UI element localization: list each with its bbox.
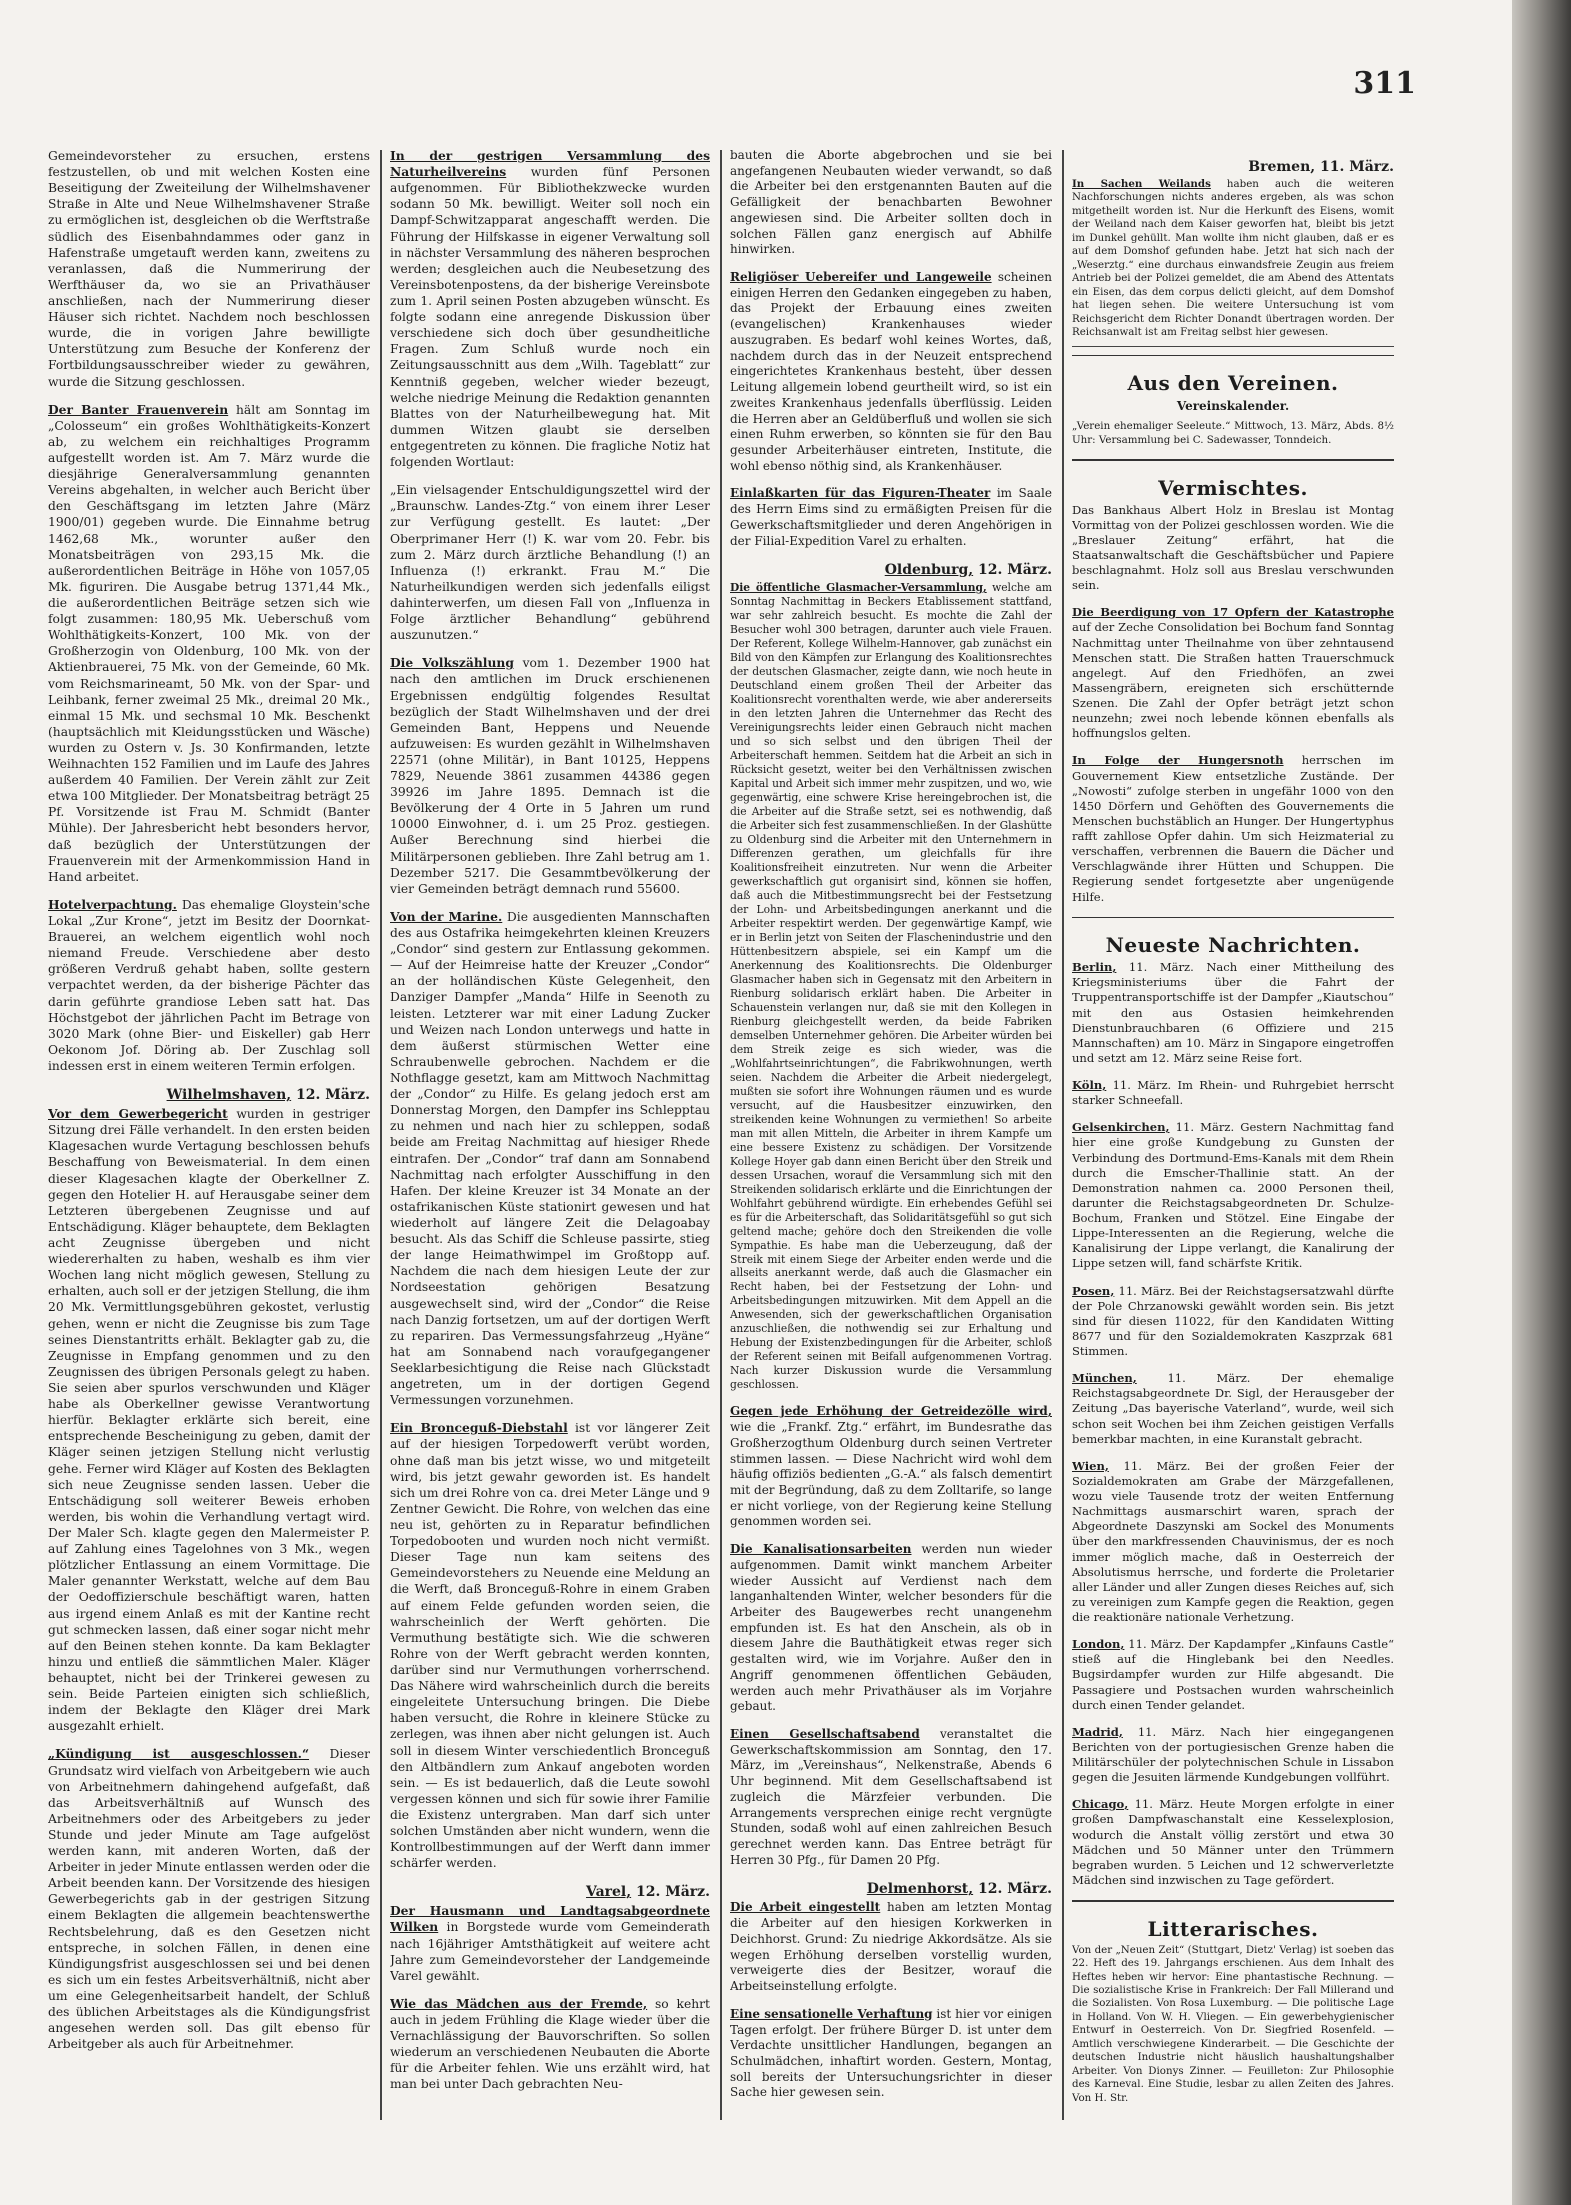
keyword-lead: Köln, [1072, 1078, 1107, 1093]
keyword-lead: Einlaßkarten für das Figuren-Theater [730, 486, 991, 501]
body-text: „Verein ehemaliger Seeleute.“ Mittwoch, 13. März, Abds. 8½ Uhr: Versammlung bei C. Sadewasser, Tonndeich. [1072, 420, 1394, 446]
keyword-lead: Eine sensationelle Verhaftung [730, 2006, 933, 2021]
paragraph-text [730, 270, 1052, 474]
body-text: wurden fünf Personen aufgenommen. Für Bibliothekzwecke wurden sodann 50 Mk. bewilligt. Weiter soll noch ein Dampf-Schwitzapparat angeschafft werden. Die Führung der Hilfskasse in eigener Verwaltung soll in nächster Versammlung des näheren besprochen werden; desgleichen auch die Neubesetzung des Vereinsbotenpostens, da der bisherige Vereinsbote zum 1. April seinen Posten abzugeben wünscht. Es folgte sodann eine anregende Diskussion über verschiedene sich doch über gesundheitliche Fragen. Zum Schluß wurde noch ein Zeitungsausschnitt aus dem „Wilh. Tageblatt“ zur Kenntniß gegeben, welcher wieder bezeugt, welche niedrige Meinung die Redaktion genannten Blattes von der Naturheilbewegung hat. Mit dummen Witzen glaubt sie derselben entgegentreten zu können. Die fragliche Notiz hat folgenden Wortlaut: [390, 165, 710, 470]
column-2 [390, 148, 710, 2123]
body-text: vom 1. Dezember 1900 hat nach den amtlichen im Druck erschienenen Ergebnissen endgültig folgendes Resultat bezüglich der Stadt Wilhelmshaven und der drei Gemeinden Bant, Heppens und Neuende aufzuweisen: Es wurden gezählt in Wilhelmshaven 22571 (ohne Militär), in Bant 10125, Heppens 7829, Neuende 3861 zusammen 44386 gegen 39926 im Jahre 1895. Demnach ist die Bevölkerung der 4 Orte in 5 Jahren um rund 10000 Einwohner, d. i. um 25 Proz. gestiegen. Außer Berechnung sind hierbei die Militärpersonen geblieben. Ihre Zahl betrug am 1. Dezember 5217. Die Gesammtbevölkerung der vier Gemeinden beträgt demnach rund 55600. [390, 656, 710, 896]
paragraph-text [1072, 1078, 1394, 1108]
section-heading: Neueste Nachrichten. [1105, 933, 1361, 958]
keyword-lead: Die öffentliche Glasmacher-Versammlung, [730, 581, 987, 595]
paragraph-text [1072, 420, 1394, 447]
paragraph-text [390, 148, 710, 470]
keyword-lead: Die Beerdigung von 17 Opfern der Katastrophe [1072, 605, 1394, 620]
article-paragraph [730, 1542, 1052, 1715]
dateline-place: Delmenhorst, [866, 1881, 974, 1898]
article-paragraph [390, 655, 710, 897]
body-text: Von der „Neuen Zeit“ (Stuttgart, Dietz' Verlag) ist soeben das 22. Heft des 19. Jahrgangs erschienen. Aus dem Inhalt des Heftes heben wir hervor: Eine phantastische Rechnung. — Die sozialistische Krise in Frankreich: Der Fall Millerand und die Sozialisten. Von Rosa Luxemburg. — Die politische Lage in Holland. Von W. H. Vliegen. — Ein gewerbehygienischer Entwurf in Oesterreich. Von Dr. Siegfried Rosenfeld. — Amtlich verschwiegene Kinderarbeit. — Die Geschichte der deutschen Industrie nicht häuslich haushaltungshalber Arbeiter. Von Dionys Zinner. — Feuilleton: Zur Philosophie des Karneval. Eine Studie, lesbar zu allen Zeiten des Jahres. Von H. Str. [1072, 1943, 1394, 2104]
body-text: im Saale des Herrn Eims sind zu ermäßigten Preisen für die Gewerkschaftsmitglieder und deren Angehörigen in der Filial-Expedition Varel zu erhalten. [730, 486, 1052, 548]
column-3 [730, 148, 1052, 2123]
article-paragraph [390, 909, 710, 1408]
article-paragraph [1072, 1725, 1394, 1786]
keyword-lead: Madrid, [1072, 1724, 1123, 1739]
paragraph-text [1072, 960, 1394, 1066]
column-rule [1062, 150, 1064, 2120]
body-text: „Ein vielsagender Entschuldigungszettel wird der „Braunschw. Landes-Ztg.“ von einem ihrer Leser zur Verfügung gestellt. Es lautet: „Der Oberprimaner Herr (!) K. war vom 20. Febr. bis zum 2. März durch ärztliche Behandlung (!) an Influenza (!) erkrankt. Frau M.“ Die Naturheilkundigen werden sich jedenfalls eiligst dahinterwerfen, um diesen Fall von „Influenza in Folge ärztlicher Behandlung“ gebührend auszunutzen.“ [390, 483, 710, 643]
article-paragraph [1072, 1120, 1394, 1271]
body-text: so kehrt auch in jedem Frühling die Klage wieder über die Vernachlässigung der Bauvorschriften. So sollen wiederum an verschiedenen Neubauten die Aborte für die Arbeiter fehlen. Wie uns erzählt wird, hat man bei unter Dach gebrachten Neu- [390, 1996, 710, 2092]
body-text: Die ausgedienten Mannschaften des aus Ostafrika heimgekehrten kleinen Kreuzers „Condor“ sind gestern zur Entlassung gekommen. — Auf der Heimreise hatte der Kreuzer „Condor“ an der holländischen Küste Gelegenheit, den Danziger Dampfer „Manda“ Hilfe in Seenoth zu leisten. Letzterer war mit einer Ladung Zucker und Weizen nach London unterwegs und hatte in dem äußerst stürmischen Wetter eine Schraubenwelle gebrochen. Nachdem er die Nothflagge gesetzt, kam am Mittwoch Nachmittag der „Condor“ zu Hilfe. Es gelang jedoch erst am Donnerstag Morgen, den Dampfer ins Schlepptau zu nehmen und nach hier zu schleppen, sodaß beide am Freitag Nachmittag auf hiesiger Rhede eintrafen. Der „Condor“ traf dann am Sonnabend Nachmittag nach erfolgter Ausschiffung in den Hafen. Der kleine Kreuzer ist 34 Monate an der ostafrikanischen Küste stationirt gewesen und hat wiederholt auf längere Zeit die Delagoabay besucht. Als das Schiff die Schleuse passirte, stieg der lange Heimathwimpel im Großtopp auf. Nachdem die nach dem hiesigen Leute der zur Nordseestation gehörigen Besatzung ausgewechselt sind, wird der „Condor“ die Reise nach Danzig fortsetzen, um auf der dortigen Werft zu repariren. Das Vermessungsfahrzeug „Hyäne“ hat am Sonnabend nach voraufgegangener Seeklarbesichtigung die Reise nach Glückstadt angetreten, um in der dortigen Gegend Vermessungen vorzunehmen. [390, 909, 710, 1408]
paragraph-text [390, 482, 710, 643]
keyword-lead: Gelsenkirchen, [1072, 1120, 1170, 1135]
paragraph-text [730, 1727, 1052, 1868]
dateline-date: 12. März. [973, 1881, 1052, 1898]
keyword-lead: Posen, [1072, 1283, 1115, 1298]
body-text: wie die „Frankf. Ztg.“ erfährt, im Bundesrathe das Großherzogthum Oldenburg durch seinen Vertreter stimmen lassen. — Diese Nachricht wird wohl dem häufig offiziös bedienten „G.-A.“ als falsch dementirt mit der Begründung, daß zu dem Zolltarife, so lange er nicht vorliege, von der Regierung keine Stellung genommen worden sei. [730, 1420, 1052, 1529]
paragraph-text [48, 148, 370, 390]
article-paragraph [730, 1727, 1052, 1868]
article-paragraph [390, 1996, 710, 2093]
body-text: 11. März. Nach einer Mittheilung des Kriegsministeriums über die Fahrt der Truppentransportschiffe ist der Dampfer „Kiautschou“ mit den aus Ostasien heimkehrenden Dienstunbrauchbaren (6 Offiziere und 215 Mannschaften) am 10. März in Singapore eingetroffen und setzt am 12. März seine Reise fort. [1072, 960, 1394, 1065]
article-paragraph [1072, 420, 1394, 447]
paragraph-text [730, 1542, 1052, 1715]
keyword-lead: London, [1072, 1637, 1125, 1652]
body-text: Das ehemalige Gloystein'sche Lokal „Zur Krone“, jetzt im Besitz der Doornkat-Brauerei, an welchem eigentlich wohl noch niemand Freude. Verschiedene aber desto größeren Verdruß gehabt haben, sollte gestern verpachtet werden, da der bisherige Pächter das darin geführte grandiose Leben satt hat. Das Höchstgebot der jährlichen Pacht im Betrage von 3020 Mark (ohne Bier- und Eiskeller) gab Herr Oekonom Jof. Döring ab. Der Zuschlag soll indessen erst in einem weiteren Termin erfolgen. [48, 897, 370, 1074]
keyword-lead: Von der Marine. [390, 908, 503, 924]
body-text: ist vor längerer Zeit auf der hiesigen Torpedowerft verübt worden, ohne daß man bis jetzt wisse, wo und mitgeteilt wird, bis jetzt gewahr geworden ist. Es handelt sich um drei Rohre von ca. drei Meter Länge und 9 Zentner Gewicht. Die Rohre, von welchen das eine neu ist, gehörten zu in Reparatur befindlichen Torpedobooten und wurden noch nicht vermißt. Dieser Tage nun kam seitens des Gemeindevorstehers zu Neuende eine Meldung an die Werft, daß Bronceguß-Rohre in einem Graben auf einem Felde gefunden worden seien, die wahrscheinlich der Werft gehörten. Die Vermuthung bestätigte sich. Wie die schweren Rohre von der Werft gebracht werden konnten, darüber sind nur Vermuthungen vorherrschend. Das Nähere wird wahrscheinlich durch die bereits eingeleitete Untersuchung bringen. Die Diebe haben versucht, die Rohre in kleinere Stücke zu zerlegen, was ihnen aber nicht gelungen ist. Auch soll in diesem Winter verschiedentlich Bronceguß den Altbändlern zum Ankauf angeboten worden sein. — Es ist bedauerlich, daß die Leute sowohl vergessen können und sich für sowie ihrer Familie die Existenz untergraben. Man darf sich unter solchen Umständen aber nicht wundern, wenn die Kontrollbestimmungen auf der Werft dann immer schärfer werden. [390, 1421, 710, 1871]
body-text: wurden in gestriger Sitzung drei Fälle verhandelt. In den ersten beiden Klagesachen wurde Vertagung beschlossen behufs Beschaffung von Beweismaterial. In dem einen dieser Klagesachen klagte der Oberkellner Z. gegen den Hotelier H. auf Herausgabe seiner dem Letzteren übergebenen Zeugnisse und auf Entschädigung. Kläger behauptete, dem Beklagten acht Zeugnisse übergeben und nicht wiedererhalten zu haben, weshalb es ihm vier Wochen lang nicht möglich gewesen, Stellung zu erhalten, auch soll er der jetzigen Stellung, die ihm 20 Mk. Vermittlungsgebühren gekostet, verlustig gehen, wenn er nicht die Zeugnisse bis zum Tage seines Dienstantritts erhält. Beklagter gab zu, die Zeugnisse in Empfang genommen und zu den Zeugnissen des übrigen Personals gelegt zu haben. Sie seien aber spurlos verschwunden und Kläger habe als Oberkellner gewisse Verantwortung hierfür. Beklagter erklärte sich bereit, eine entsprechende Bescheinigung zu geben, damit der Kläger seinen jetzigen Stellung nicht verlustig gehe. Ferner wird Kläger auf Kosten des Beklagten sich neue Zeugnisse senden lassen. Ueber die Entschädigung soll weiterer Beweis erhoben werden, bis wohin die Verhandlung vertagt wird. Der Maler Sch. klagte gegen den Malermeister P. auf Zahlung eines Tagelohnes von 3 Mk., wegen plötzlicher Entlassung an einem Vormittage. Die Maler genannter Werkstatt, welche auf dem Bau der Oedoffizierschule beschäftigt waren, hatten aus irgend einem Anlaß es mit der Kantine recht gut schmecken lassen, daß einer sogar nicht mehr auf den Beinen stehen konnte. Da kam Beklagter hinzu und entließ die sämmtlichen Maler. Kläger behauptet, nicht bei der Trinkerei gewesen zu sein. Beide Parteien einigten sich schließlich, indem der Beklagte den Kläger drei Mark ausgezahlt erhielt. [48, 1107, 370, 1734]
body-text: ist hier vor einigen Tagen erfolgt. Der frühere Bürger D. ist unter dem Verdachte unsittlicher Handlungen, begangen an Schulmädchen, inhaftirt worden. Gestern, Montag, soll bereits der Untersuchungsrichter in dieser Sache hier gewesen sein. [730, 2006, 1052, 2100]
dateline [48, 1086, 370, 1104]
article-paragraph [1072, 960, 1394, 1066]
body-text: herrschen im Gouvernement Kiew entsetzliche Zustände. Der „Nowosti“ zufolge sterben in ungefähr 1000 von den 1450 Dörfern und Gehöften des Gouvernements die Menschen buchstäblich an Hunger. Der Hungertyphus rafft zahllose Opfer dahin. Um sich Heizmaterial zu verschaffen, verbrennen die Bauern die Dächer und Verschlagwände ihrer Hütten und Schuppen. Die Regierung sendet fortgesetzte aber ungenügende Hilfe. [1072, 753, 1394, 904]
paragraph-text [48, 1746, 370, 2052]
book-binding-edge [1512, 0, 1571, 2205]
keyword-lead: Die Arbeit eingestellt [730, 1900, 881, 1915]
keyword-lead: „Kündigung ist ausgeschlossen.“ [48, 1746, 310, 1762]
article-paragraph [1072, 605, 1394, 741]
paragraph-text [1072, 1637, 1394, 1713]
keyword-lead: Berlin, [1072, 960, 1117, 975]
paragraph-text [1072, 1371, 1394, 1447]
keyword-lead: Religiöser Uebereifer und Langeweile [730, 270, 992, 285]
dateline [730, 1880, 1052, 1898]
paragraph-text [730, 148, 1052, 258]
article-paragraph [48, 148, 370, 390]
paragraph-text [1072, 605, 1394, 741]
column-rule [380, 150, 382, 2120]
article-paragraph [1072, 1797, 1394, 1888]
body-text: veranstaltet die Gewerkschaftskommission am Sonntag, den 17. März, im „Vereinshaus“, Nelkenstraße, Abends 6 Uhr beginnend. Mit dem Gesellschaftsabend ist zugleich die Märzfeier verbunden. Die Arrangements versprechen einige recht vergnügte Stunden, sodaß wohl auf einen zahlreichen Besuch gerechnet werden kann. Das Entree beträgt für Herren 30 Pfg., für Damen 20 Pfg. [730, 1727, 1052, 1867]
article-paragraph [730, 2007, 1052, 2101]
body-text: welche am Sonntag Nachmittag in Beckers Etablissement stattfand, war sehr zahlreich besucht. Es mochte die Zahl der Besucher wohl 300 betragen, darunter auch viele Frauen. Der Referent, Kollege Wilhelm-Hannover, gab zunächst ein Bild von den Kämpfen zur Erlangung des Koalitionsrechtes der deutschen Glasmacher, zeigte dann, wie noch heute in Deutschland einem großen Theil der Arbeiter das Koalitionsrecht vorenthalten werde, wie aber andererseits in den letzten Jahren die Unternehmer das Recht des Vereinigungsrechts leider einen Gebrauch nicht machen und so sich selbst und den übrigen Theil der Arbeiterschaft hemmen. Seitdem hat die Arbeit an sich in Rücksicht gesetzt, weiter bei den Verhältnissen zwischen Kapital und Arbeit sich immer mehr zuspitzen, und wo, wie gegenwärtig, eine schwere Krise hereingebrochen ist, die die Arbeiter auf die Straße setzt, sei es nothwendig, daß die Arbeiter sich fest zusammenschließen. In der Glashütte zu Oldenburg sind die Arbeiter mit den Unternehmern in Differenzen gerathen, um gleichfalls für ihre Koalitionsfreiheit einzutreten. Nur wenn die Arbeiter gewerkschaftlich gut organisirt sind, können sie hoffen, daß auch die Mitbestimmungsrecht bei der Festsetzung der Lohn- und Arbeitsbedingungen anerkannt und die Arbeiter respektirt werden. Der gegenwärtige Kampf, wie er in Berlin jetzt von Seiten der Flaschenindustrie und den Hüttenbesitzern abspiele, sei ein Kampf um die Anerkennung des Koalitionsrechts. Die Oldenburger Glasmacher haben sich in Gegensatz mit den Arbeitern in Rienburg solidarisch erklärt haben. Die Arbeiter in Schauenstein verlangen nur, daß sie mit den Kollegen in Rienburg gleichgestellt werden, da beide Fabriken demselben Unternehmer gehören. Die Arbeiter würden bei dem Streik zeige es sich wieder, was die „Wohlfahrtseinrichtungen“, die Fabrikwohnungen, werth seien. Nachdem die Arbeiter die Arbeit niedergelegt, mußten sie sofort ihre Wohnungen räumen und es wurde versucht, auf die Hausbesitzer einzuwirken, den streikenden keine Wohnungen zu vermiethen! So arbeite man mit allen Mitteln, die Arbeiter in ihrem Kampfe um eine bessere Existenz zu schädigen. Der Vorsitzende Kollege Hoyer gab dann einen Bericht über den Streik und dessen Ursachen, worauf die Versammlung sich mit den Streikenden solidarisch erklärte und die Einrichtungen der Wohlfahrt gebührend würdigte. Ein erhebendes Gefühl sei es für die Arbeiterschaft, das Solidaritätsgefühl so gut sich geltend mache; gehöre doch den Streikenden die volle Sympathie. Es habe man die Ueberzeugung, daß der Streik mit einem Siege der Arbeiter enden werde und die allseits anerkannt werde, daß auch die Glasmacher ein Recht haben, bei der Festsetzung der Lohn- und Arbeitsbedingungen mitzuwirken. Mit dem Appell an die Anwesenden, sich der gewerkschaftlichen Organisation anzuschließen, die nothwendig sei zur Erhaltung und Hebung der Existenzbedingungen für die Arbeiter, schloß der Referent seinen mit Beifall aufgenommenen Vortrag. Nach kurzer Diskussion wurde die Versammlung geschlossen. [730, 581, 1052, 1392]
column-rule [720, 150, 722, 2120]
paragraph-text [48, 402, 370, 885]
article-paragraph [1072, 503, 1394, 594]
keyword-lead: Gegen jede Erhöhung der Getreidezölle wird, [730, 1404, 1052, 1419]
section-heading: Aus den Vereinen. [1127, 371, 1339, 396]
article-paragraph [730, 486, 1052, 549]
paragraph-text [1072, 1725, 1394, 1786]
column-1 [48, 148, 370, 2123]
paragraph-text [1072, 178, 1394, 340]
paragraph-text [730, 1404, 1052, 1530]
paragraph-text [1072, 1120, 1394, 1271]
body-text: scheinen einigen Herren den Gedanken eingegeben zu haben, das Projekt der Erbauung eines zweiten (evangelischen) Krankenhauses wieder auszugraben. Es bedarf wohl keines Wortes, daß, nachdem durch das in der Neuzeit entsprechend eingerichtetes Krankenhaus besteht, über dessen Leitung allgemein lobend geurtheilt wird, so ist ein zweites Krankenhaus jedenfalls überflüssig. Leiden die Herren aber an Geldüberfluß und wollen sie sich einen Ruhm erwerben, so könnten sie für den Bau gesunder Arbeiterhäuser eintreten, Institute, die wohl ebenso nöthig sind, als Krankenhäuser. [730, 270, 1052, 473]
body-text: haben auch die weiteren Nachforschungen nichts anderes ergeben, als was schon mitgetheilt worden ist. Nur die Herkunft des Eisens, womit der Weiland nach dem Kaiser geworfen hat, bleibt bis jetzt im Dunkel gehüllt. Man wollte ihm nicht glauben, daß er es auf dem Domshof gefunden habe. Jetzt hat sich nach der „Weserztg.“ eine durchaus einwandsfreie Zeugin aus freiem Antrieb bei der Polizei gemeldet, die am Abend des Attentats ein Eisen, das dem corpus delicti gleicht, auf dem Domshof hat liegen sehen. Die weitere Untersuchung ist vom Reichsgericht dem Richter Donandt übertragen worden. Der Reichsanwalt ist am Freitag selbst hier gewesen. [1072, 178, 1394, 339]
keyword-lead: In der gestrigen Versammlung des Naturheilvereins [390, 148, 710, 180]
body-text: Das Bankhaus Albert Holz in Breslau ist Montag Vormittag von der Polizei geschlossen worden. Wie die „Breslauer Zeitung“ erfährt, hat die Staatsanwaltschaft die Geschäftsbücher und Papiere beschlagnahmt. Holz soll aus Breslau verschwunden sein. [1072, 502, 1394, 593]
paragraph-text [730, 486, 1052, 549]
body-text: Dieser Grundsatz wird vielfach von Arbeitgebern wie auch von Arbeitnehmern dahingehend aufgefaßt, daß das Arbeitsverhältniß auf Wunsch des Arbeitnehmers oder des Arbeitgebers zu jeder Stunde und jeder Minute am Tage aufgelöst werden kann, mit anderen Worten, daß der Arbeiter in jeder Minute entlassen werden oder die Arbeit beenden kann. Der Vorsitzende des hiesigen Gewerbegerichts gab in der gestrigen Sitzung einem Beklagten die allgemein beachtenswerthe Rechtsbelehrung, daß es den Gesetzen nicht entspreche, in solchen Fällen, in denen eine Kündigungsfrist ausgeschlossen sei und bei denen es sich um ein festes Arbeitsverhältniß, nicht aber um eine Gelegenheitsarbeit handelt, der Schluß des üblichen Arbeitstages als die Kündigungsfrist angesehen werden soll. Das gilt ebenso für Arbeitgeber als auch für Arbeitnehmer. [48, 1747, 370, 2052]
article-paragraph [48, 402, 370, 885]
article-paragraph [1072, 1371, 1394, 1447]
keyword-lead: Hotelverpachtung. [48, 896, 177, 912]
section-rule [1072, 355, 1394, 357]
keyword-lead: Die Volkszählung [390, 655, 514, 671]
keyword-lead: Einen Gesellschaftsabend [730, 1727, 920, 1741]
article-paragraph [390, 1420, 710, 1871]
paragraph-text [48, 1106, 370, 1734]
keyword-lead: Ein Bronceguß-Diebstahl [390, 1420, 568, 1436]
article-paragraph [730, 581, 1052, 1392]
column-4 [1072, 148, 1394, 2123]
section-heading: Vermischtes. [1158, 475, 1308, 500]
paragraph-text [1072, 1944, 1394, 2106]
dateline-place: Oldenburg, [884, 562, 974, 579]
body-text: haben am letzten Montag die Arbeiter auf den hiesigen Korkwerken in Deichhorst. Grund: Zu niedrige Akkordsätze. Als sie wegen Erhöhung derselben vorstellig wurden, verweigerte dies der Besitzer, worauf die Arbeitseinstellung erfolgte. [730, 1900, 1052, 1994]
paragraph-text [390, 655, 710, 897]
article-paragraph [1072, 1637, 1394, 1713]
article-paragraph [390, 482, 710, 643]
page-number: 311 [1353, 66, 1416, 101]
dateline-place: Varel, [586, 1884, 632, 1901]
body-text: 11. März. Nach hier eingegangenen Berichten von der portugiesischen Grenze haben die Militärschüler der polytechnischen Schule in Lissabon gegen die Jesuiten lärmende Kundgebungen vollführt. [1072, 1724, 1394, 1785]
article-paragraph [48, 1106, 370, 1734]
body-text: 11. März. Der Kapdampfer „Kinfauns Castle“ stieß auf die Hinglebank bei den Needles. Bugsirdampfer wurden zur Hilfe abgesandt. Die Passagiere und Postsachen wurden wahrscheinlich durch einen Tender gelandet. [1072, 1637, 1394, 1712]
section-subheading: Vereinskalender. [1176, 399, 1290, 414]
paragraph-text [390, 1420, 710, 1871]
paragraph-text [48, 897, 370, 1074]
paragraph-text [1072, 1797, 1394, 1888]
article-paragraph [730, 1900, 1052, 1994]
dateline: Bremen, 11. März. [1248, 159, 1394, 175]
article-paragraph [1072, 1078, 1394, 1108]
article-paragraph [1072, 753, 1394, 904]
keyword-lead: Chicago, [1072, 1797, 1129, 1812]
paragraph-text [730, 2007, 1052, 2101]
paragraph-text [1072, 1284, 1394, 1360]
body-text: 11. März. Gestern Nachmittag fand hier eine große Kundgebung zu Gunsten der Verbindung des Dortmund-Ems-Kanals mit dem Rhein durch die Emscher-Thallinie statt. An der Demonstration nahmen ca. 2000 Personen theil, darunter die Reichstagsabgeordneten Dr. Schulze-Bochum, Franken und Stötzel. Eine Eingabe der Lippe-Interessenten an die Regierung, welche die Kanalisirung der Lippe verlangt, die Kanalirung der Lippe setzen will, fand schärfste Kritik. [1072, 1120, 1394, 1271]
paragraph-text [730, 581, 1052, 1392]
body-text: auf der Zeche Consolidation bei Bochum fand Sonntag Nachmittag unter Theilnahme von über zehntausend Menschen statt. Die Straßen hatten Trauerschmuck angelegt. Auf den Friedhöfen, an zwei Massengräbern, ereigneten sich erschütternde Szenen. Die Zahl der Opfer beträgt jetzt schon neunzehn; zwei noch lebende können ebenfalls als hoffnungslos gelten. [1072, 620, 1394, 741]
dateline-place: Wilhelmshaven, [166, 1087, 292, 1104]
keyword-lead: Wien, [1072, 1458, 1109, 1473]
article-paragraph [1072, 1459, 1394, 1625]
paragraph-text [1072, 1459, 1394, 1625]
section-rule [1072, 459, 1394, 461]
keyword-lead: In Folge der Hungersnoth [1072, 753, 1284, 768]
keyword-lead: Wie das Mädchen aus der Fremde, [390, 1995, 648, 2011]
body-text: werden nun wieder aufgenommen. Damit winkt manchem Arbeiter wieder Aussicht auf Verdienst nach dem langanhaltenden Winter, welcher besonders für die Arbeiter des Baugewerbes recht unangenehm empfunden ist. Es hat den Anschein, als ob in diesem Jahre die Bauthätigkeit etwas reger sich gestalten wird, wie im Vorjahre. Außer den in Angriff genommenen öffentlichen Gebäuden, werden auch mehr Privathäuser als im Vorjahre gebaut. [730, 1542, 1052, 1714]
dateline-date: 12. März. [973, 562, 1052, 579]
article-paragraph [730, 1404, 1052, 1530]
article-paragraph [730, 148, 1052, 258]
dateline-date: 12. März. [291, 1087, 370, 1104]
paragraph-text [390, 1996, 710, 2093]
keyword-lead: In Sachen Weilands [1072, 178, 1211, 190]
body-text: 11. März. Bei der großen Feier der Sozialdemokraten am Grabe der Märzgefallenen, wozu viele Tausende trotz der weiten Entfernung Nachmittags ausmarschirt waren, sprach der Abgeordnete Daszynski am Sockel des Monuments über den markfressenden Chauvinismus, der es noch immer möglich mache, daß in Oesterreich der Absolutismus herrsche, und forderte die Proletarier aller Länder und aller Zungen dieses Reiches auf, sich zu vereinigen zum Kampfe gegen die Reaktion, gegen die reaktionäre nationale Verhetzung. [1072, 1458, 1394, 1625]
paragraph-text [390, 1903, 710, 1984]
body-text: 11. März. Der ehemalige Reichstagsabgeordnete Dr. Sigl, der Herausgeber der Zeitung „Das bayerische Vaterland“, wurde, weil sich schon seit Wochen bei ihm Zeichen geistigen Verfalls bemerkbar machten, in eine Kuranstalt gebracht. [1072, 1371, 1394, 1446]
paragraph-text [1072, 503, 1394, 594]
keyword-lead: München, [1072, 1371, 1137, 1386]
article-paragraph [390, 1903, 710, 1984]
article-paragraph [730, 270, 1052, 474]
dateline [390, 1883, 710, 1901]
article-paragraph [1072, 1284, 1394, 1360]
body-text: hält am Sonntag im „Colosseum“ ein großes Wohlthätigkeits-Konzert ab, zu welchem ein reichhaltiges Programm aufgestellt worden ist. Am 7. März wurde die diesjährige Generalversammlung genannten Vereins abgehalten, in welcher auch Bericht über den Geschäftsgang im letzten Jahre (März 1900/01) gegeben wurde. Die Einnahme betrug 1462,68 Mk., worunter außer den Monatsbeiträgen von 293,15 Mk. die außerordentlichen Beiträge in Höhe von 1057,05 Mk. figuriren. Die Ausgabe betrug 1371,44 Mk., die außerordentlichen Beiträge setzen sich wie folgt zusammen: 180,95 Mk. Ueberschuß vom Wohlthätigkeits-Konzert, 100 Mk. von der Großherzogin von Oldenburg, 100 Mk. von der Aktienbrauerei, 75 Mk. von der Gemeinde, 60 Mk. vom Reichsmarineamt, 50 Mk. von der Spar- und Leihbank, ferner zweimal 25 Mk., dreimal 20 Mk., einmal 15 Mk. und sechsmal 10 Mk. Beschenkt (hauptsächlich mit Kleidungsstücken und Wäsche) wurden zu Ostern v. Js. 30 Konfirmanden, letzte Weihnachten 152 Familien und im Laufe des Jahres außerdem 40 Familien. Der Verein zählt zur Zeit etwa 100 Mitglieder. Der Monatsbeitrag beträgt 25 Pf. Vorsitzende ist Frau M. Schmidt (Banter Mühle). Der Jahresbericht hebt besonders hervor, daß bezüglich der Unterstützungen der Frauenverein mit der Armenkommission Hand in Hand arbeitet. [48, 402, 370, 884]
body-text: Gemeindevorsteher zu ersuchen, erstens festzustellen, ob und mit welchen Kosten eine Beseitigung der Zweiteilung der Wilhelmshavener Straße in Alte und Neue Wilhelmshavener Straße zu ermöglichen ist, desgleichen ob die Werftstraße südlich des Eisenbahndammes oder ganz in Hafenstraße umgetauft werden kann, zweitens zu veranlassen, daß die Nummerirung der Werfthäuser da, wo sie an Privathäuser anschließen, nach der Nummerirung dieser Häuser sich richtet. Nachdem noch beschlossen wurde, die in vorigen Jahre bewilligte Unterstützung zum Besuche der Konferenz der Fortbildungsausschreiber wieder zu gewähren, wurde die Sitzung geschlossen. [48, 149, 370, 389]
body-text: in Borgstede wurde vom Gemeinderath nach 16jähriger Amtsthätigkeit auf weitere acht Jahre zum Gemeindevorsteher der Landgemeinde Varel gewählt. [390, 1920, 710, 1983]
body-text: bauten die Aborte abgebrochen und sie bei angefangenen Neubauten wieder verwandt, so daß die Arbeiter bei den erstgenannten Bauten auf die Gefälligkeit der benachbarten Bewohner angewiesen sind. Die Arbeiter sollten doch in solchen Fällen ganz energisch auf Abhilfe hinwirken. [730, 148, 1052, 257]
keyword-lead: Die Kanalisationsarbeiten [730, 1542, 912, 1557]
keyword-lead: Der Banter Frauenverein [48, 401, 229, 417]
paragraph-text [390, 909, 710, 1408]
keyword-lead: Vor dem Gewerbegericht [48, 1106, 228, 1122]
dateline [730, 561, 1052, 579]
article-paragraph [390, 148, 710, 470]
body-text: 11. März. Heute Morgen erfolgte in einer großen Dampfwaschanstalt eine Kesselexplosion, wodurch die Anstalt völlig zerstört und etwa 30 Mädchen und 50 Männer unter den Trümmern begraben wurden. 5 Leichen und 12 schwerverletzte Mädchen sind inzwischen zu Tage gefördert. [1072, 1797, 1394, 1887]
section-rule [1072, 1900, 1394, 1902]
article-paragraph [48, 897, 370, 1074]
article-paragraph [1072, 1944, 1394, 2106]
paragraph-text [730, 1900, 1052, 1994]
body-text: 11. März. Im Rhein- und Ruhrgebiet herrscht starker Schneefall. [1072, 1078, 1394, 1108]
article-paragraph [48, 1746, 370, 2052]
dateline-date: 12. März. [631, 1884, 710, 1901]
section-heading: Litterarisches. [1147, 1916, 1319, 1941]
body-text: 11. März. Bei der Reichstagsersatzwahl dürfte der Pole Chrzanowski gewählt worden sein. Bis jetzt sind für diesen 11022, für den Kandidaten Witting 8677 und für den Sozialdemokraten Kaszprzak 681 Stimmen. [1072, 1283, 1394, 1359]
section-rule [1072, 917, 1394, 919]
boxed-article [1072, 158, 1394, 347]
keyword-lead: Der Hausmann und Landtagsabgeordnete Wilken [390, 1903, 710, 1935]
paragraph-text [1072, 753, 1394, 904]
